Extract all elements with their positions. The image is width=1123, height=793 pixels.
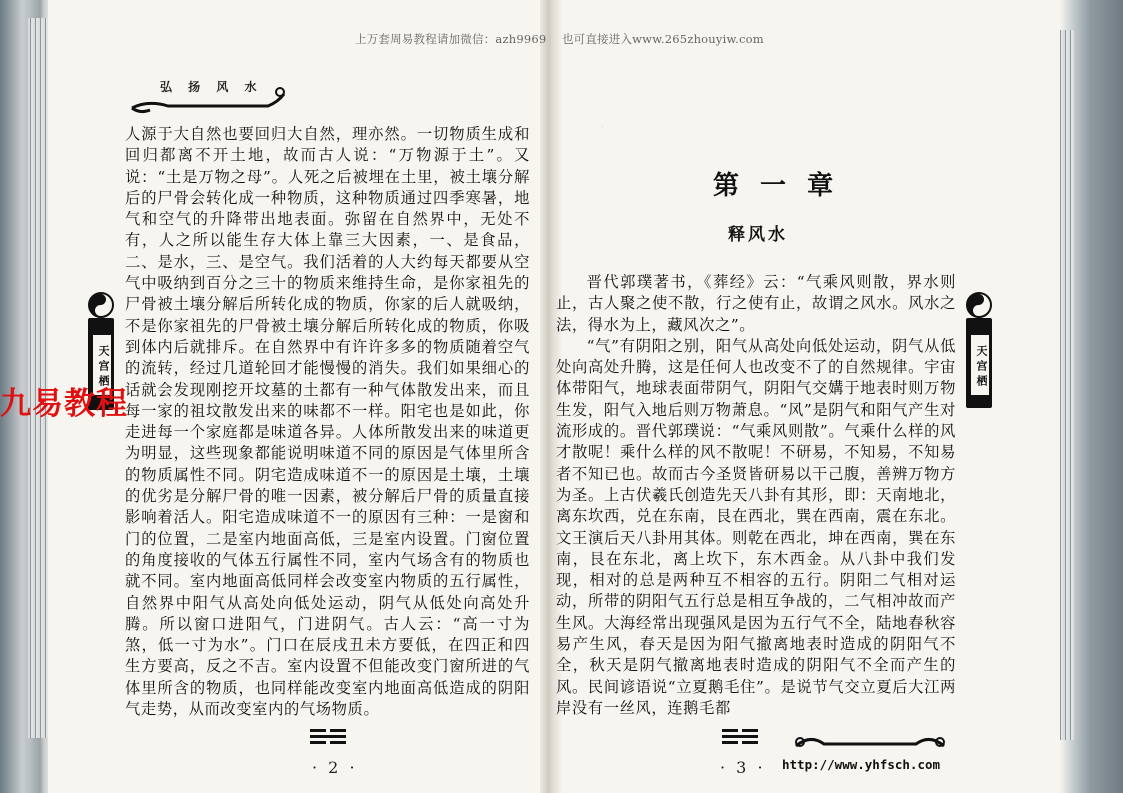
trigram-left-icon [310, 728, 348, 746]
left-page-number: · 2 · [312, 758, 358, 777]
left-side-tab-label: 天 宫 栖 [92, 334, 112, 396]
right-paragraph-2: “气”有阴阳之别，阳气从高处向低处运动，阴气从低处向高处升腾，这是任何人也改变不了的自然规律。宇宙体带阳气，地球表面带阴气，阴阳气交媾于地表时则万物生发，阳气入地后则万物萧息。“风”是阴气和阳气产生对流形成的。晋代郭璞说：“气乘风则散”。气乘什么样的风才散呢！乘什么样的风不散呢！不研易，不知易，不知易者不知已也。故而古今圣贤皆研易以干己腹，善辨万物方为圣。上古伏羲氏创造先天八卦有其形，即：天南地北，离东坎西，兑在东南，艮在西北，巽在西南，震在东北。文王演后天八卦用其体。则乾在西北，坤在西南，巽在东南，艮在东北，离上坎下，东木西金。从八卦中我们发现，相对的总是两种互不相容的五行。阴阳二气相对运动，所带的阴阳气五行总是相互争战的，二气相冲故而产生风。大海经常出现强风是因为五行气不全，陆地春秋容易产生风，春天是因为阳气撤离地表时造成的阴阳气不全，秋天是阴气撤离地表时造成的阴阳气不全而产生的风。民间谚语说“立夏鹅毛住”。是说节气交立夏后大江两岸没有一丝风，连鹅毛都 [556, 336, 956, 717]
right-side-tab-label: 天 宫 栖 [970, 334, 990, 396]
trigram-right-icon [722, 728, 760, 746]
right-body-text [556, 272, 956, 719]
taiji-right-icon [966, 292, 992, 318]
taiji-left-icon [88, 292, 114, 318]
left-body-text [125, 124, 530, 720]
left-paragraph-1: 人源于大自然也要回归大自然，理亦然。一切物质生成和回归都离不开土地，故而古人说：“万物源于土”。又说：“土是万物之母”。人死之后被埋在土里，被土壤分解后的尸骨会转化成一种物质，这种物质通过四季寒暑，地气和空气的升降带出地表面。弥留在自然界中，无处不有，人之所以能生存大体上靠三大因素，一、是食品，二、是水，三、是空气。我们活着的人大约每天都要从空气中吸纳到百分之三十的物质来维持生命，是你家祖先的尸骨被土壤分解后所转化成的物质，你家的后人就吸纳，不是你家祖先的尸骨被土壤分解后所转化成的物质，你吸到体内后就排斥。在自然界中有许许多多的物质随着空气的流转，经过几道轮回才能慢慢的消失。我们如果细心的话就会发现刚挖开坟墓的土都有一种气体散发出来，而且每一家的祖坟散发出来的味都不一样。阳宅也是如此，你走进每一个家庭都是味道各异。人体所散发出来的味道更为明显，这些现象都能说明味道不同的原因是气体里所含的物质属性不同。阴宅造成味道不一的原因是土壤，土壤的优劣是分解尸骨的唯一因素，被分解后尸骨的质量直接影响着活人。阳宅造成味道不一的原因有三种：一是窗和门的位置，二是室内地面高低，三是室内设置。门窗位置的角度接收的气体五行属性不同，室内气场含有的物质也就不同。室内地面高低同样会改变室内物质的五行属性，自然界中阳气从高处向低处运动，阴气从低处向高处升腾。所以窗口进阳气，门进阴气。古人云：“高一寸为煞，低一寸为水”。门口在辰戌丑未方要低，在四正和四生方要高，反之不吉。室内设置不但能改变门窗所进的气体里所含的物质，也同样能改变室内地面高低造成的阴阳气走势，从而改变室内的气场物质。 [125, 125, 530, 719]
chapter-title: 第 一 章 [713, 171, 840, 201]
right-side-tab [966, 318, 992, 408]
top-watermark: 上万套周易教程请加微信：azh9969 也可直接进入www.265zhouyiw.com [355, 32, 764, 46]
section-title: 释风水 [728, 225, 788, 245]
footer-cloud-banner [790, 728, 950, 754]
book-edge-right [1058, 30, 1074, 740]
left-header-title: 弘 扬 风 水 [160, 80, 263, 94]
right-page-number: · 3 · [720, 758, 766, 777]
jiuyi-overlay-logo: 九易教程 [0, 386, 128, 422]
footer-url: http://www.yhfsch.com [782, 757, 941, 772]
right-paragraph-1: 晋代郭璞著书，《葬经》云：“气乘风则散，界水则止，古人聚之使不散，行之使有止，故谓之风水。风水之法，得水为上，藏风次之”。 [556, 273, 956, 334]
right-page-bleedthrough: · [600, 120, 605, 135]
